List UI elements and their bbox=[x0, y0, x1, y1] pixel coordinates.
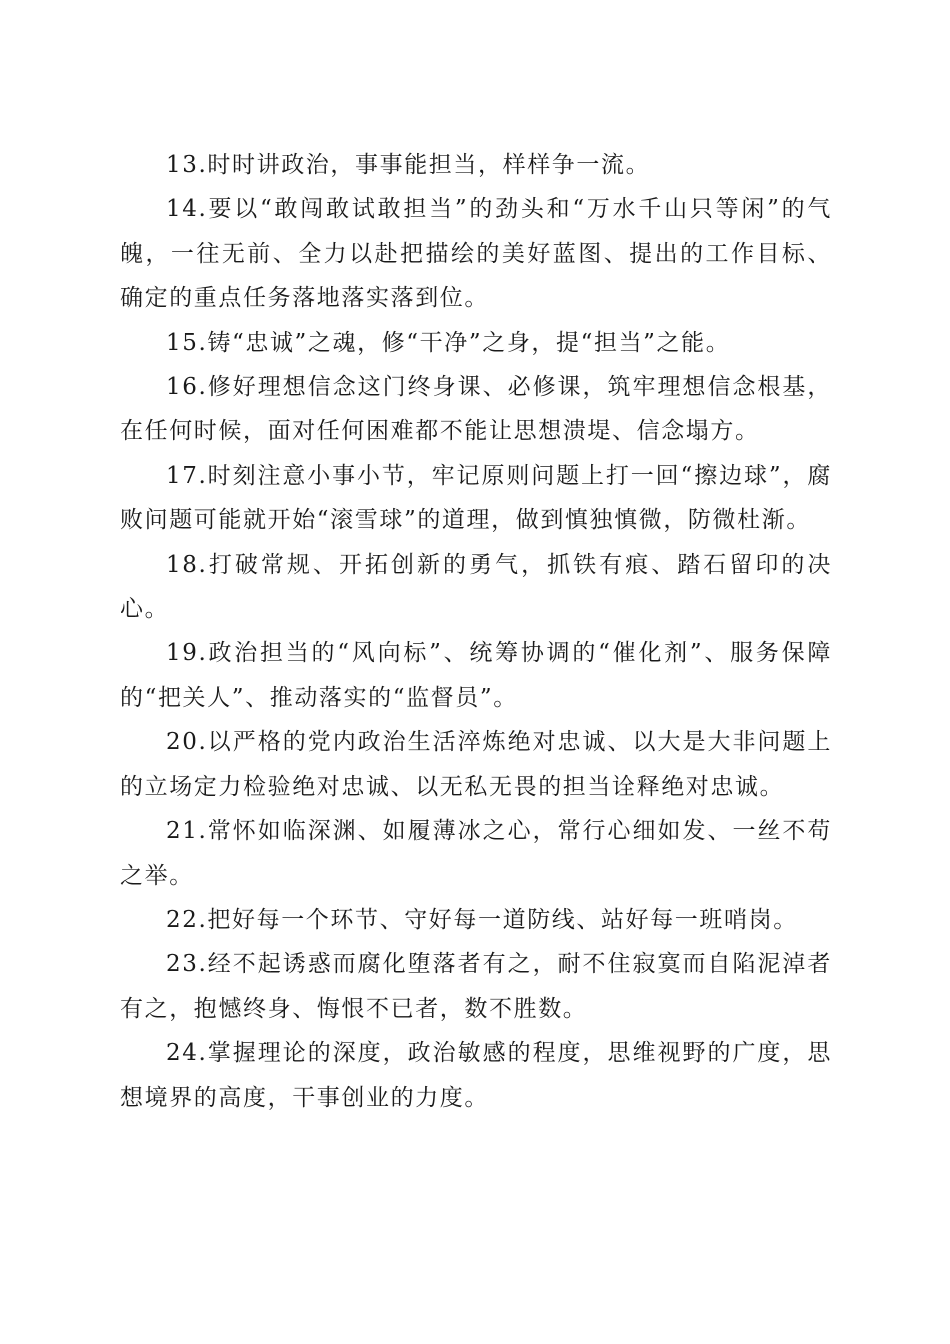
item-text: 以严格的党内政治生活淬炼绝对忠诚、以大是大非问题上的立场定力检验绝对忠诚、以无私无畏的担当诠释绝对忠诚。 bbox=[120, 729, 832, 800]
paragraph-18 bbox=[120, 543, 832, 632]
item-number: 24. bbox=[166, 1040, 208, 1067]
item-text: 修好理想信念这门终身课、必修课，筑牢理想信念根基，在任何时候，面对任何困难都不能让思想溃堤、信念塌方。 bbox=[120, 374, 832, 445]
item-text: 常怀如临深渊、如履薄冰之心，常行心细如发、一丝不苟之举。 bbox=[120, 818, 832, 889]
paragraph-23 bbox=[120, 942, 832, 1031]
item-text: 时刻注意小事小节，牢记原则问题上打一回“擦边球”，腐败问题可能就开始“滚雪球”的道理，做到慎独慎微，防微杜渐。 bbox=[120, 462, 832, 534]
item-text: 时时讲政治，事事能担当，样样争一流。 bbox=[207, 152, 651, 178]
document-page bbox=[120, 143, 832, 1120]
item-number: 23. bbox=[166, 951, 208, 978]
item-number: 19. bbox=[166, 640, 208, 667]
item-number: 17. bbox=[166, 462, 208, 489]
paragraph-13 bbox=[120, 143, 832, 187]
item-text: 要以“敢闯敢试敢担当”的劲头和“万水千山只等闲”的气魄，一往无前、全力以赴把描绘的美好蓝图、提出的工作目标、确定的重点任务落地落实落到位。 bbox=[120, 196, 832, 312]
paragraph-20 bbox=[120, 720, 832, 809]
paragraph-14 bbox=[120, 187, 832, 320]
item-number: 18. bbox=[166, 551, 208, 578]
item-number: 22. bbox=[166, 906, 208, 933]
item-number: 13. bbox=[166, 152, 208, 178]
paragraph-15 bbox=[120, 321, 832, 365]
item-text: 打破常规、开拓创新的勇气，抓铁有痕、踏石留印的决心。 bbox=[120, 551, 832, 623]
item-number: 16. bbox=[166, 374, 208, 401]
paragraph-22 bbox=[120, 898, 832, 942]
paragraph-21 bbox=[120, 809, 832, 898]
paragraph-24 bbox=[120, 1031, 832, 1120]
item-text: 掌握理论的深度，政治敏感的程度，思维视野的广度，思想境界的高度，干事创业的力度。 bbox=[120, 1040, 832, 1111]
item-number: 14. bbox=[166, 196, 208, 223]
item-text: 铸“忠诚”之魂，修“干净”之身，提“担当”之能。 bbox=[207, 329, 731, 356]
item-text: 政治担当的“风向标”、统筹协调的“催化剂”、服务保障的“把关人”、推动落实的“监督员”。 bbox=[120, 640, 832, 711]
paragraph-16 bbox=[120, 365, 832, 454]
item-number: 15. bbox=[166, 329, 208, 356]
item-text: 把好每一个环节、守好每一道防线、站好每一班哨岗。 bbox=[207, 906, 798, 933]
paragraph-17 bbox=[120, 454, 832, 543]
item-number: 20. bbox=[166, 729, 208, 756]
item-text: 经不起诱惑而腐化堕落者有之，耐不住寂寞而自陷泥淖者有之，抱憾终身、悔恨不已者，数不胜数。 bbox=[120, 951, 832, 1022]
paragraph-19 bbox=[120, 631, 832, 720]
item-number: 21. bbox=[166, 818, 208, 845]
